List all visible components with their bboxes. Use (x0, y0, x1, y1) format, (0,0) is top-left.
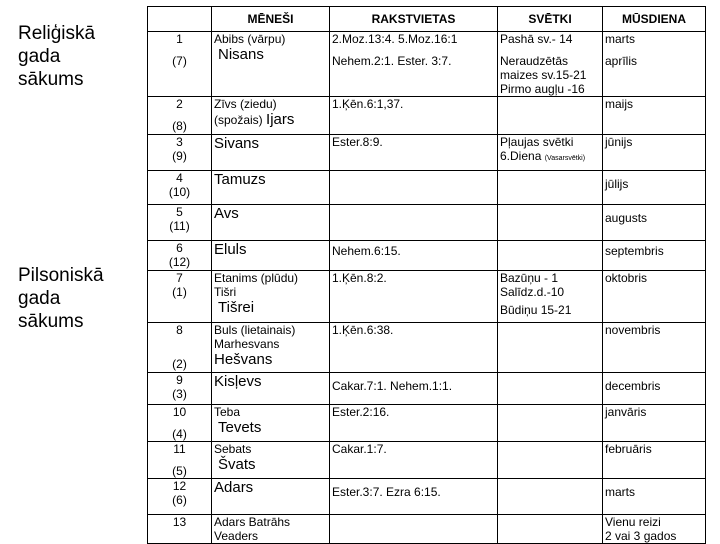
feast-cell (498, 171, 603, 205)
table-row (148, 515, 706, 544)
table-row (148, 171, 706, 205)
scripture-cell: 1.Ķēn.6:1,37. (330, 97, 498, 135)
scripture-cell: Nehem.6:15. (330, 241, 498, 271)
month-number: 2 (8) (148, 97, 212, 135)
table-row (148, 442, 706, 479)
month-name: Sebats Švats (212, 442, 330, 479)
modern-cell: marts (603, 479, 706, 515)
modern-cell: oktobris (603, 271, 706, 323)
month-name: Zīvs (ziedu) (spožais) Ijars (212, 97, 330, 135)
feast-cell: Bazūņu - 1 Salīdz.d.-10 Būdiņu 15-21 (498, 271, 603, 323)
month-number: 9 (3) (148, 373, 212, 405)
month-number: 7 (1) (148, 271, 212, 323)
table-row (148, 405, 706, 442)
modern-cell: maijs (603, 97, 706, 135)
feast-cell: Pashā sv.- 14 Neraudzētās maizes sv.15-21 Pirmo augļu -16 (498, 32, 603, 97)
feast-cell (498, 442, 603, 479)
month-name: Etanims (plūdu) Tišri Tišrei (212, 271, 330, 323)
month-name: Tamuzs (212, 171, 330, 205)
header-modern: MŪSDIENA (603, 7, 706, 32)
feast-cell (498, 323, 603, 373)
month-name: Abibs (vārpu) Nisans (212, 32, 330, 97)
month-name: Teba Tevets (212, 405, 330, 442)
month-name: Adars Batrāhs Veaders (212, 515, 330, 544)
religious-year-label: Reliģiskā gada sākums (18, 23, 96, 90)
month-number: 3 (9) (148, 135, 212, 171)
scripture-cell (330, 515, 498, 544)
table-row (148, 373, 706, 405)
header-num (148, 7, 212, 32)
table-row (148, 323, 706, 373)
header-scripture: RAKSTVIETAS (330, 7, 498, 32)
table-row (148, 32, 706, 97)
scripture-cell: 1.Ķēn.6:38. (330, 323, 498, 373)
month-name: Kisļevs (212, 373, 330, 405)
header-months: MĒNEŠI (212, 7, 330, 32)
table-row (148, 97, 706, 135)
modern-cell: septembris (603, 241, 706, 271)
scripture-cell: Cakar.7:1. Nehem.1:1. (330, 373, 498, 405)
scripture-cell: Ester.3:7. Ezra 6:15. (330, 479, 498, 515)
scripture-cell: Ester.2:16. (330, 405, 498, 442)
month-name: Avs (212, 205, 330, 241)
modern-cell: februāris (603, 442, 706, 479)
scripture-cell: Cakar.1:7. (330, 442, 498, 479)
scripture-cell: 2.Moz.13:4. 5.Moz.16:1 Nehem.2:1. Ester. 3:7. (330, 32, 498, 97)
hebrew-calendar-table (147, 6, 706, 544)
modern-cell: jūlijs (603, 171, 706, 205)
scripture-cell: 1.Ķēn.8:2. (330, 271, 498, 323)
month-number: 13 (148, 515, 212, 544)
modern-cell: janvāris (603, 405, 706, 442)
month-number: 5 (11) (148, 205, 212, 241)
table-row (148, 479, 706, 515)
modern-cell: Vienu reizi 2 vai 3 gados (603, 515, 706, 544)
civil-year-label: Pilsoniskā gada sākums (18, 265, 104, 332)
feast-cell (498, 97, 603, 135)
scripture-cell (330, 205, 498, 241)
month-number: 12 (6) (148, 479, 212, 515)
feast-cell (498, 373, 603, 405)
month-name: Eluls (212, 241, 330, 271)
modern-cell: jūnijs (603, 135, 706, 171)
table-row (148, 135, 706, 171)
modern-cell: decembris (603, 373, 706, 405)
table-row (148, 241, 706, 271)
header-row (148, 7, 706, 32)
feast-cell: Pļaujas svētki 6.Diena (Vasarsvētki) (498, 135, 603, 171)
month-name: Sivans (212, 135, 330, 171)
scripture-cell: Ester.8:9. (330, 135, 498, 171)
month-number: 10 (4) (148, 405, 212, 442)
month-number: 4 (10) (148, 171, 212, 205)
feast-cell (498, 515, 603, 544)
table-row (148, 205, 706, 241)
modern-cell: augusts (603, 205, 706, 241)
modern-cell: marts aprīlis (603, 32, 706, 97)
feast-cell (498, 479, 603, 515)
feast-cell (498, 205, 603, 241)
modern-cell: novembris (603, 323, 706, 373)
month-number: 6 (12) (148, 241, 212, 271)
feast-cell (498, 241, 603, 271)
scripture-cell (330, 171, 498, 205)
month-name: Buls (lietainais) Marhesvans Hešvans (212, 323, 330, 373)
header-feasts: SVĒTKI (498, 7, 603, 32)
month-number: 1 (7) (148, 32, 212, 97)
month-name: Adars (212, 479, 330, 515)
month-number: 8 (2) (148, 323, 212, 373)
feast-cell (498, 405, 603, 442)
month-number: 11 (5) (148, 442, 212, 479)
table-row (148, 271, 706, 323)
